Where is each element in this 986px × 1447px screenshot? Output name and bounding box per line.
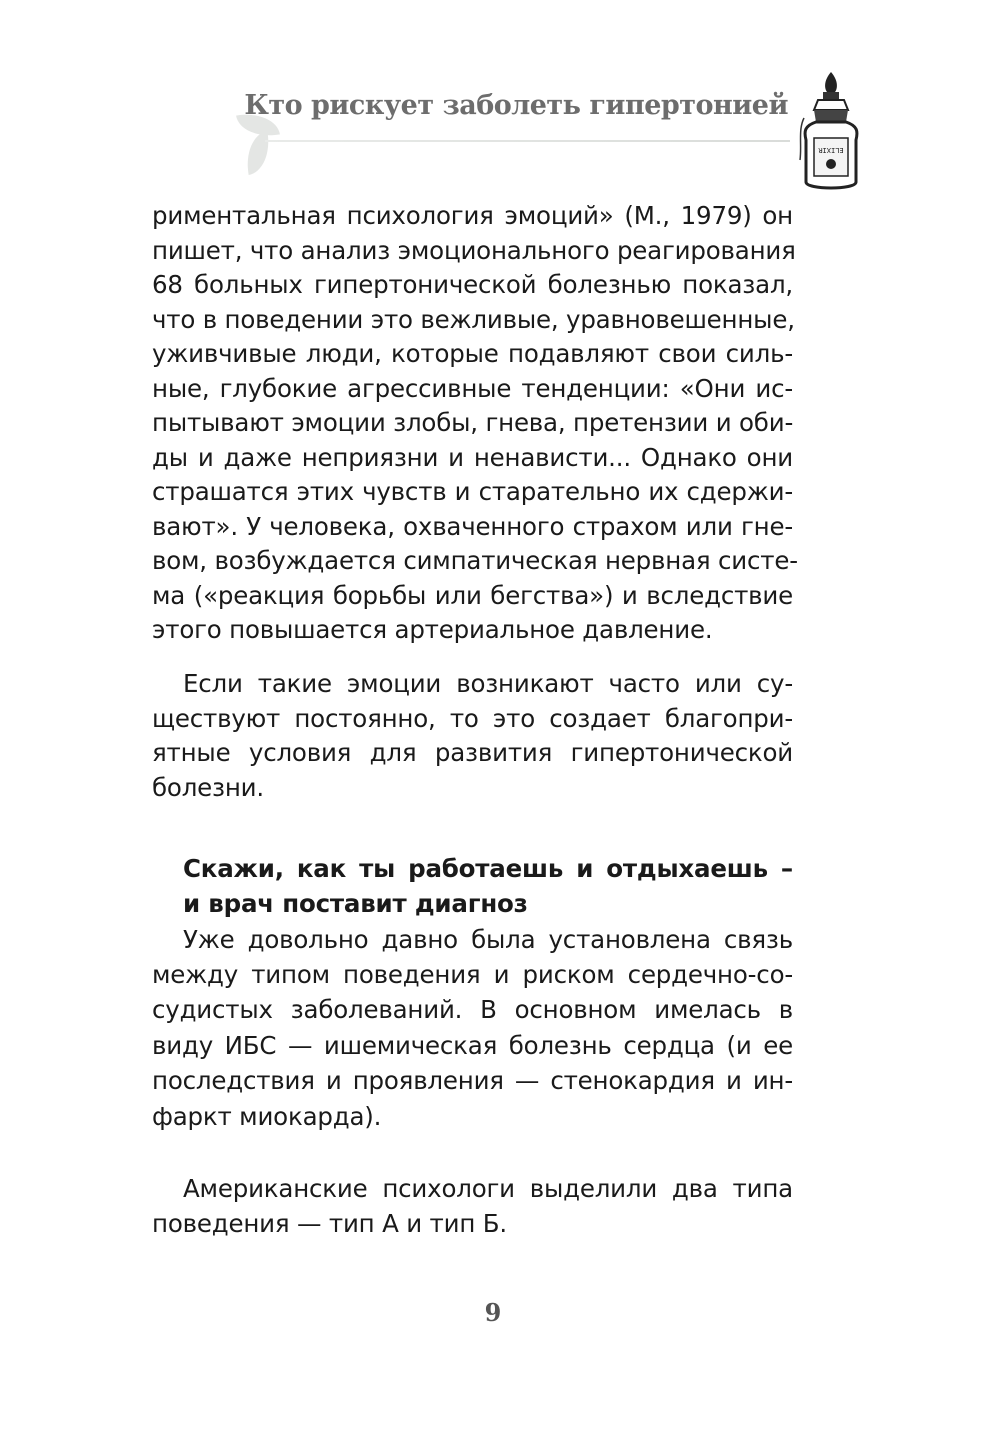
paragraph-1: [152, 199, 798, 648]
text-line: риментальная психология эмоций» (М., 1979) он: [152, 201, 793, 230]
text-line: ные, глубокие агрессивные тенденции: «Они ис-: [152, 373, 793, 403]
paragraph-4: [152, 1172, 793, 1241]
leaf-ornament-icon: [242, 131, 275, 175]
text-line: фаркт миокарда).: [152, 1101, 382, 1131]
text-line: вом, возбуждается симпатическая нервная систе-: [152, 546, 798, 575]
text-line: ды и даже неприязни и ненависти... Однако они: [152, 442, 793, 472]
text-line: ма («реакция борьбы или бегства») и вследствие: [152, 580, 793, 610]
running-head: [0, 0, 986, 200]
text-line: страшатся этих чувств и старательно их сдержи-: [152, 477, 793, 506]
paragraph-2: [152, 667, 793, 805]
text-line: Уже довольно давно была установлена связь: [183, 925, 793, 954]
text-line: поведения — тип А и тип Б.: [152, 1208, 507, 1238]
bottle-label: ELIXIR: [818, 146, 844, 154]
text-line: болезни.: [152, 772, 264, 802]
page-number: 9: [484, 1298, 502, 1327]
text-line: виду ИБС — ишемическая болезнь сердца (и ее: [152, 1030, 793, 1060]
text-line: судистых заболеваний. В основном имелась в: [152, 995, 793, 1024]
section-heading: [152, 852, 793, 921]
text-line: пишет, что анализ эмоционального реагирования: [152, 235, 796, 265]
text-line: Американские психологи выделили два типа: [183, 1174, 793, 1203]
text-line: ятные условия для развития гипертонической: [152, 738, 793, 767]
heading-line: Скажи, как ты работаешь и отдыхаешь –: [183, 854, 793, 883]
text-line: что в поведении это вежливые, уравновешенные,: [152, 304, 795, 334]
text-line: вают». У человека, охваченного страхом или гне-: [152, 511, 793, 541]
running-head-title: Кто рискует заболеть гипертонией: [244, 90, 788, 121]
text-line: последствия и проявления — стенокардия и ин-: [152, 1066, 793, 1095]
text-line: ществуют постоянно, то это создает благопри-: [152, 703, 793, 733]
header-rule: [265, 140, 790, 142]
elixir-bottle-icon: [796, 70, 866, 195]
text-line: пытывают эмоции злобы, гнева, претензии и оби-: [152, 408, 794, 437]
text-line: 68 больных гипертонической болезнью показал,: [152, 270, 793, 299]
text-line: уживчивые люди, которые подавляют свои силь-: [152, 339, 793, 368]
text-line: Если такие эмоции возникают часто или су-: [183, 669, 793, 698]
paragraph-3: [152, 923, 793, 1134]
heading-line: и врач поставит диагноз: [183, 888, 528, 918]
text-line: между типом поведения и риском сердечно-со-: [152, 959, 793, 989]
text-line: этого повышается артериальное давление.: [152, 615, 713, 644]
